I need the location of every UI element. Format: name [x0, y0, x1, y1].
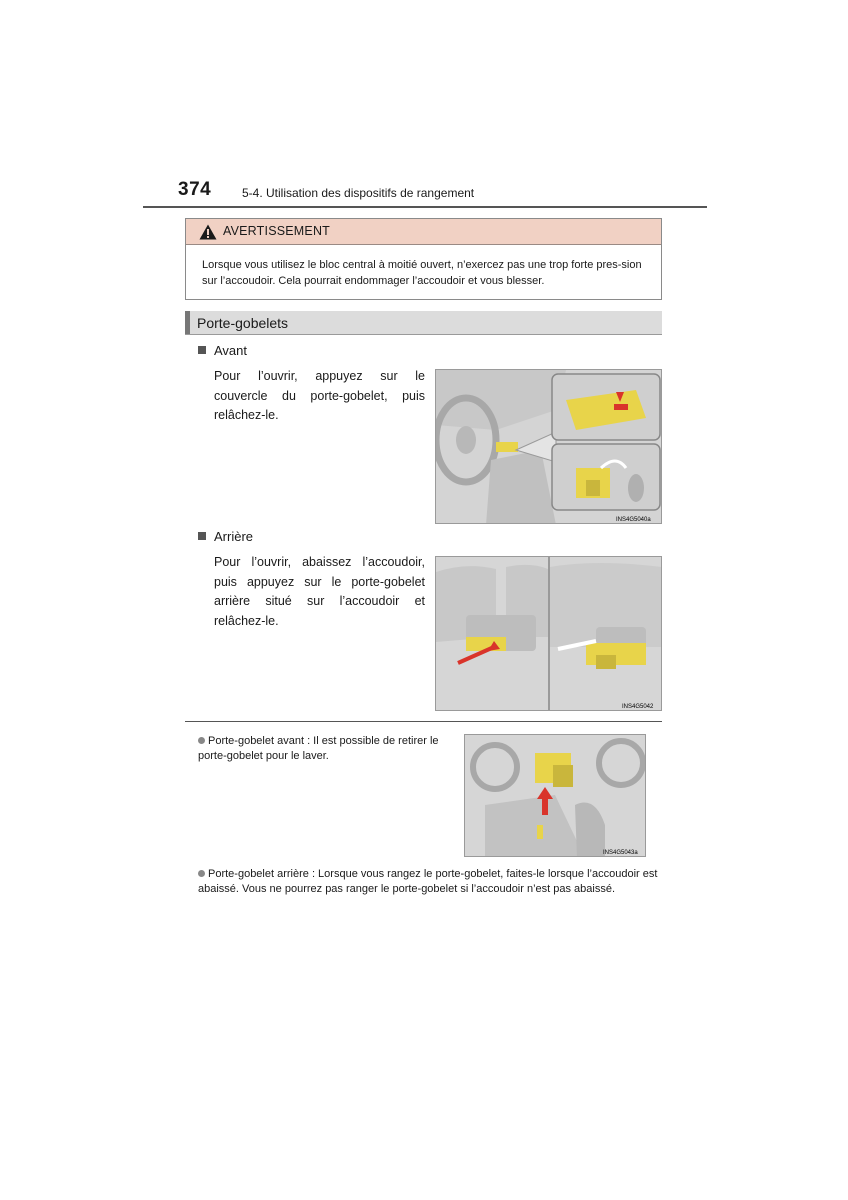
- section-heading: 5-4. Utilisation des dispositifs de rangement: [242, 186, 475, 200]
- rear-heading-label: Arrière: [214, 529, 254, 544]
- warning-header: [186, 219, 661, 245]
- front-heading: [198, 343, 247, 358]
- note-rear-text: Porte-gobelet arrière : Lorsque vous rangez le porte-gobelet, faites-le lorsque l’accoudoir est abaissé. Vous ne pourrez pas ranger le porte-gobelet si l’accoudoir n’est pas abaissé.: [198, 868, 658, 895]
- square-bullet-icon: [198, 346, 206, 354]
- warning-title: AVERTISSEMENT: [223, 224, 331, 238]
- warning-text: Lorsque vous utilisez le bloc central à moitié ouvert, n’exercez pas une trop forte pres-sion sur l’accoudoir. Cela pourrait endommager l’accoudoir et vous blesser.: [202, 259, 642, 287]
- section-title: Porte-gobelets: [197, 315, 289, 331]
- rear-image-code: INS4G5042: [622, 704, 654, 710]
- warning-box: [185, 218, 662, 300]
- note-image-code: INS4G5043a: [603, 850, 638, 856]
- notes-rule: [185, 721, 662, 722]
- bullet-dot-icon: [198, 737, 205, 744]
- front-image-code: INS4G5040a: [616, 517, 651, 523]
- note-front: [198, 734, 456, 764]
- rear-text: Pour l’ouvrir, abaissez l’accoudoir, puis appuyez sur le porte-gobelet arrière situé sur l’accoudoir et relâchez-le.: [214, 555, 425, 628]
- square-bullet-icon: [198, 532, 206, 540]
- front-cupholder-removal-illustration: [464, 734, 646, 857]
- header-rule: [143, 206, 707, 208]
- rear-heading: [198, 529, 253, 544]
- warning-triangle-icon: [199, 224, 217, 240]
- front-text: Pour l’ouvrir, appuyez sur le couvercle du porte-gobelet, puis relâchez-le.: [214, 369, 425, 422]
- page-number: 374: [178, 179, 212, 200]
- bullet-dot-icon: [198, 870, 205, 877]
- note-front-text: Porte-gobelet avant : Il est possible de retirer le porte-gobelet pour le laver.: [198, 735, 439, 762]
- front-heading-label: Avant: [214, 343, 248, 358]
- section-bar-accent: [185, 311, 190, 334]
- section-bar: [185, 311, 662, 335]
- front-cupholder-illustration: [435, 369, 662, 524]
- note-rear: [198, 867, 663, 897]
- rear-cupholder-illustration: [435, 556, 662, 711]
